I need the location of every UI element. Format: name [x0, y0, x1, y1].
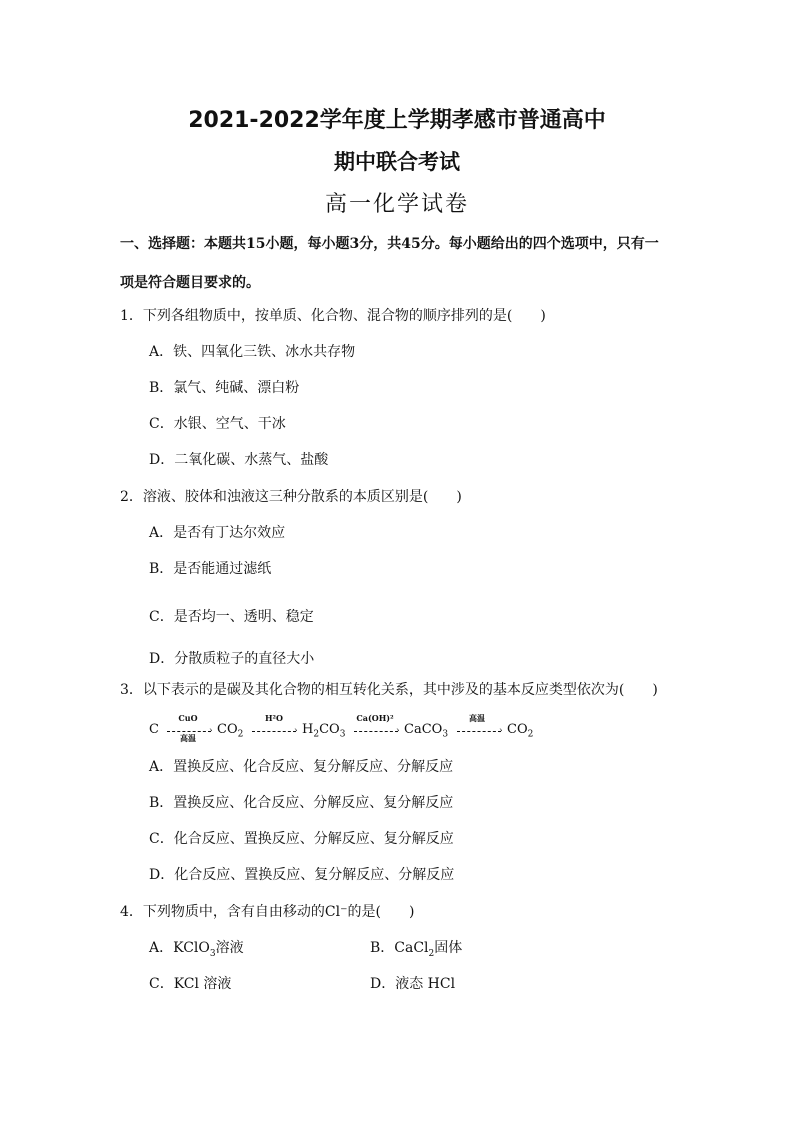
question-3-option-c: C．化合反应、置换反应、分解反应、复分解反应 — [149, 831, 454, 847]
question-3-stem: 3．以下表示的是碳及其化合物的相互转化关系，其中涉及的基本反应类型依次为( ) — [120, 682, 658, 698]
question-1-stem: 1．下列各组物质中，按单质、化合物、混合物的顺序排列的是( ) — [120, 308, 546, 324]
question-4-option-c: C．KCl 溶液 — [149, 976, 232, 992]
chain-product-co2: $CO_2$ — [217, 722, 244, 740]
question-3-option-a: A．置换反应、化合反应、复分解反应、分解反应 — [149, 759, 454, 775]
question-4-option-a: A．KClO$_3$溶液 — [149, 940, 244, 959]
chain-arrowhead-4: › — [499, 726, 503, 736]
exam-title-line2: 期中联合考试 — [334, 150, 460, 174]
question-4-option-d: D．液态 HCl — [370, 976, 456, 992]
question-2-option-c: C．是否均一、透明、稳定 — [149, 609, 314, 625]
chain-arrow-4 — [457, 731, 501, 732]
chain-step1-reagent: CuO — [178, 713, 198, 723]
chain-product-co2-final: $CO_2$ — [507, 722, 534, 740]
exam-subject-title: 高一化学试卷 — [324, 192, 469, 217]
question-2-option-b: B．是否能通过滤纸 — [149, 561, 272, 577]
chain-start-carbon: C — [149, 722, 159, 737]
chain-product-h2co3: $H_2CO_3$ — [302, 722, 346, 740]
question-3-option-b: B．置换反应、化合反应、分解反应、复分解反应 — [149, 795, 454, 811]
question-2-option-d: D．分散质粒子的直径大小 — [149, 651, 315, 667]
section-instructions-line1: 一、选择题：本题共15小题，每小题3分，共45分。每小题给出的四个选项中，只有一 — [120, 236, 659, 252]
question-1-option-b: B．氯气、纯碱、漂白粉 — [149, 380, 300, 396]
chain-product-caco3: CaCO$_3$ — [404, 722, 449, 740]
chain-step1-condition: 高温 — [180, 733, 196, 743]
chain-step2-reagent: H²O — [264, 713, 284, 723]
chain-arrowhead-2: › — [294, 726, 298, 736]
chain-arrow-2 — [252, 731, 296, 732]
chain-arrowhead-1: › — [209, 726, 213, 736]
question-4-stem: 4．下列物质中，含有自由移动的Cl⁻的是( ) — [120, 904, 415, 920]
question-2-option-a: A．是否有丁达尔效应 — [149, 525, 286, 541]
chain-arrow-1 — [167, 731, 211, 732]
chain-arrowhead-3: › — [396, 726, 400, 736]
question-2-stem: 2．溶液、胶体和浊液这三种分散系的本质区别是( ) — [120, 489, 462, 505]
chain-step4-condition: 高温 — [469, 713, 485, 723]
question-1-option-a: A．铁、四氧化三铁、冰水共存物 — [149, 344, 356, 360]
chain-step3-reagent: Ca(OH)² — [356, 713, 394, 723]
question-3-option-d: D．化合反应、置换反应、复分解反应、分解反应 — [149, 867, 455, 883]
carbon-conversion-chain — [149, 712, 549, 746]
exam-title-line1: 2021-2022学年度上学期孝感市普通高中 — [188, 108, 606, 133]
question-4-option-b: B．CaCl$_2$固体 — [370, 940, 463, 959]
question-1-option-d: D．二氧化碳、水蒸气、盐酸 — [149, 452, 329, 468]
section-instructions-line2: 项是符合题目要求的。 — [120, 275, 260, 291]
chain-arrow-3 — [354, 731, 398, 732]
question-1-option-c: C．水银、空气、干冰 — [149, 416, 286, 432]
